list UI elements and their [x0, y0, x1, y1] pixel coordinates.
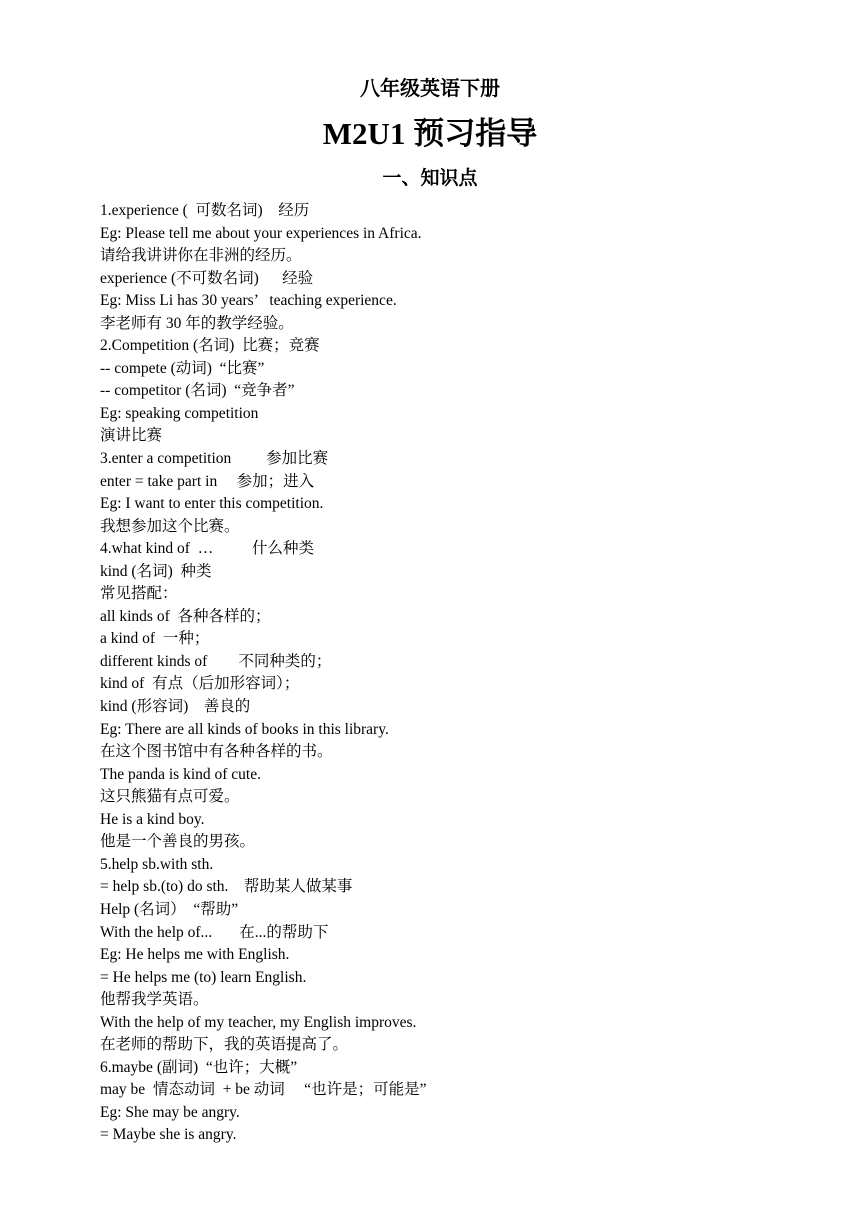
- text-line: kind (形容词) 善良的: [100, 698, 251, 716]
- text-line: 3.enter a competition 参加比赛: [100, 450, 329, 468]
- text-line: Eg: There are all kinds of books in this library.: [100, 720, 389, 738]
- text-line: He is a kind boy.: [100, 810, 205, 828]
- text-line: Eg: She may be angry.: [100, 1103, 240, 1121]
- text-line: may be 情态动词 + be 动词 “也许是；可能是”: [100, 1081, 427, 1099]
- text-line: experience (不可数名词) 经验: [100, 269, 314, 287]
- content-body: [100, 200, 800, 1147]
- text-line: Eg: Miss Li has 30 years’ teaching experience.: [100, 292, 397, 310]
- text-line: -- competitor (名词) “竞争者”: [100, 382, 295, 400]
- text-line: 我想参加这个比赛。: [100, 517, 240, 535]
- text-line: 在老师的帮助下，我的英语提高了。: [100, 1036, 349, 1054]
- text-line: Eg: I want to enter this competition.: [100, 495, 324, 513]
- text-line: 常见搭配：: [100, 585, 178, 603]
- text-line: 1.experience ( 可数名词) 经历: [100, 202, 310, 219]
- text-line: Eg: speaking competition: [100, 404, 259, 422]
- text-line: 6.maybe (副词) “也许；大概”: [100, 1058, 298, 1076]
- text-line: Help (名词） “帮助”: [100, 900, 239, 918]
- document-title: M2U1 预习指导: [322, 116, 538, 151]
- text-line: 他是一个善良的男孩。: [100, 833, 256, 851]
- text-line: 2.Competition (名词) 比赛；竞赛: [100, 337, 320, 355]
- text-line: 演讲比赛: [100, 427, 163, 445]
- text-line: 4.what kind of … 什么种类: [100, 540, 314, 558]
- text-line: different kinds of 不同种类的；: [100, 652, 332, 670]
- text-line: Eg: He helps me with English.: [100, 946, 290, 964]
- text-line: enter = take part in 参加；进入: [100, 472, 315, 490]
- text-line: -- compete (动词) “比赛”: [100, 359, 265, 377]
- text-line: 在这个图书馆中有各种各样的书。: [100, 743, 333, 761]
- text-line: = He helps me (to) learn English.: [100, 968, 307, 986]
- text-line: 这只熊猫有点可爱。: [100, 788, 240, 806]
- text-line: 5.help sb.with sth.: [100, 855, 214, 873]
- text-line: With the help of my teacher, my English improves.: [100, 1013, 417, 1031]
- text-line: The panda is kind of cute.: [100, 765, 261, 783]
- text-line: With the help of... 在...的帮助下: [100, 923, 329, 941]
- text-line: Eg: Please tell me about your experiences in Africa.: [100, 224, 422, 242]
- text-line: kind (名词) 种类: [100, 562, 212, 580]
- section-heading: 一、知识点: [382, 168, 478, 189]
- text-line: 他帮我学英语。: [100, 991, 209, 1009]
- text-line: = Maybe she is angry.: [100, 1126, 237, 1144]
- text-line: a kind of 一种；: [100, 630, 210, 648]
- text-line: all kinds of 各种各样的；: [100, 607, 271, 625]
- text-line: kind of 有点（后加形容词）；: [100, 675, 300, 693]
- text-line: = help sb.(to) do sth. 帮助某人做某事: [100, 878, 353, 896]
- document-subtitle: 八年级英语下册: [360, 78, 500, 100]
- text-line: 请给我讲讲你在非洲的经历。: [100, 247, 302, 265]
- text-line: 李老师有 30 年的教学经验。: [100, 314, 294, 332]
